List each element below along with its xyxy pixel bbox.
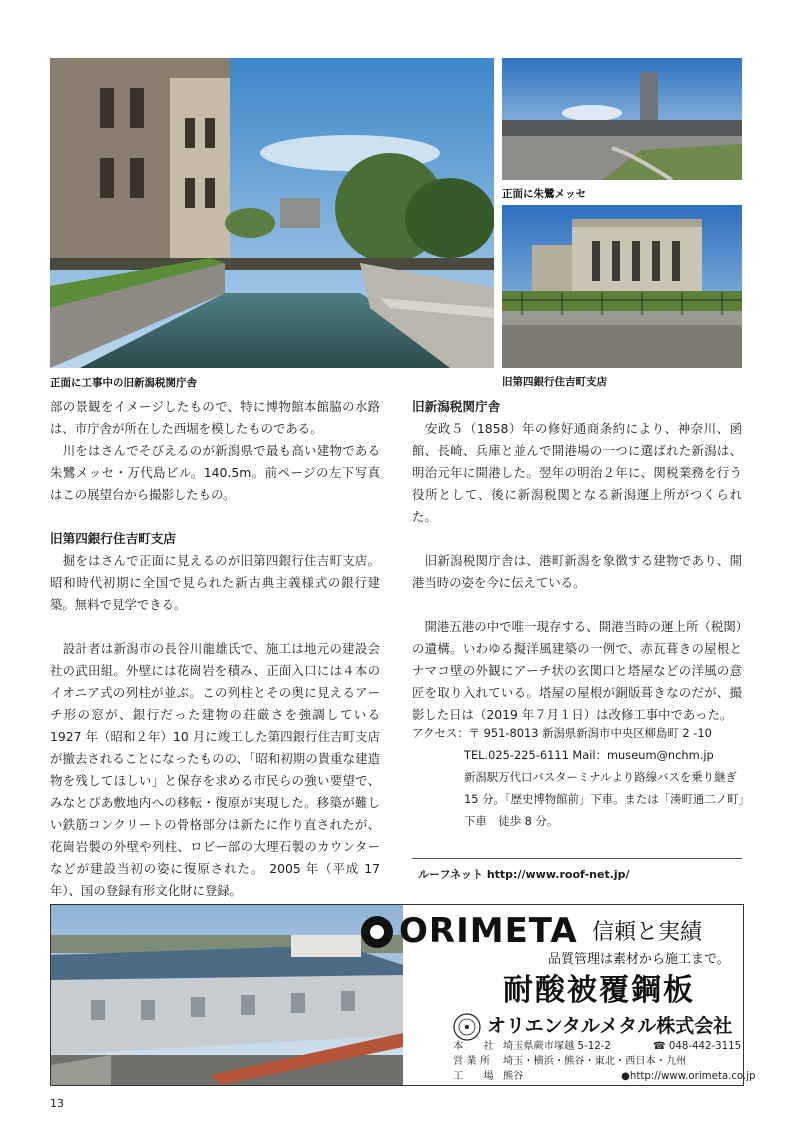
bottom-right-photo-caption: 旧第四銀行住吉町支店 xyxy=(502,376,607,388)
company-seal-icon xyxy=(453,1013,481,1041)
access-directions-1: 新潟駅万代口バスターミナルより路線バスを乗り継ぎ xyxy=(464,770,737,784)
bottom-right-photo-illustration xyxy=(502,205,742,368)
ad-row-sales xyxy=(453,1054,739,1069)
right-column xyxy=(412,396,742,726)
bank-section-title: 旧第四銀行住吉町支店 xyxy=(50,531,176,546)
ad-row-value: 熊谷 xyxy=(503,1071,524,1082)
ad-info-table xyxy=(453,1039,756,1084)
left-intro-paragraph-1: 部の景観をイメージしたもので、特に博物館本館脇の水路は、市庁舎が所在した西堀を模したものである。 xyxy=(50,399,380,436)
customs-paragraph-1: 安政５（1858）年の修好通商条約により、神奈川、函館、長崎、兵庫と並んで開港場の一つに選ばれた新潟は、明治元年に開港した。翌年の明治２年に、関税業務を行う役所として、後に新潟税関となる新潟運上所がつくられた。 xyxy=(412,421,742,524)
orimeta-advertisement xyxy=(50,904,756,1086)
customs-section-title: 旧新潟税関庁舎 xyxy=(412,399,501,414)
factory-photo xyxy=(51,905,403,1085)
top-right-photo xyxy=(502,58,742,180)
ad-row-factory xyxy=(453,1069,756,1084)
access-directions-3: 下車 徒歩 8 分。 xyxy=(464,814,559,828)
access-info xyxy=(412,722,750,832)
main-photo xyxy=(50,58,494,368)
bank-paragraph-2: 設計者は新潟市の長谷川龍雄氏で、施工は地元の建設会社の武田組。外壁には花崗岩を積み、正面入口には４本のイオニア式の列柱が並ぶ。この列柱とその奥に見えるアーチ形の窓が、銀行だった建物の荘厳さを強調している 1927 年（昭和２年）10 月に竣工した第四銀行住吉町支店が撤去されることになったものの、「昭和初期の貴重な建造物を残してほしい」と保存を求める市民らの強い要望で、みなとぴあ敷地内への移転・復原が実現した。移築が難しい鉄筋コンクリートの骨格部分は新たに作り直されたが、花崗岩製の外壁や列柱、ロビー部の大理石製のカウンターなどが建設当初の姿に復原された。 2005 年（平成 17 年）、国の登録有形文化財に登録。 xyxy=(50,641,380,898)
customs-paragraph-2: 旧新潟税関庁舎は、港町新潟を象徴する建物であり、開港当時の姿を今に伝えている。 xyxy=(412,553,742,590)
bottom-right-photo xyxy=(502,205,742,368)
ad-row-phone: ☎ 048-442-3115 xyxy=(653,1041,742,1052)
access-directions-2: 15 分。「歴史博物館前」下車。または「湊町通二ノ町」 xyxy=(464,792,750,806)
access-label: アクセス： xyxy=(412,726,469,740)
left-intro-paragraph-2: 川をはさんでそびえるのが新潟県で最も高い建物である朱鷺メッセ・万代島ビル。140.5m。前ページの左下写真はこの展望台から撮影したもの。 xyxy=(50,443,380,502)
roofnet-link[interactable]: ルーフネット http://www.roof-net.jp/ xyxy=(418,868,630,881)
divider-line xyxy=(412,858,742,859)
ad-row-headoffice xyxy=(453,1039,742,1054)
customs-paragraph-3: 開港五港の中で唯一現存する、開港当時の運上所（税関）の遺構。いわゆる擬洋風建築の一例で、赤瓦葺きの屋根とナマコ壁の外観にアーチ状の玄関口と塔屋などの洋風の意匠を取り入れている。塔屋の屋根が銅版葺きなのだが、撮影した日は（2019 年７月１日）は改修工事中であった。 xyxy=(412,619,742,722)
access-contact: TEL.025-225-6111 Mail：museum@nchm.jp xyxy=(464,748,714,762)
top-right-photo-caption: 正面に朱鷺メッセ xyxy=(502,188,586,200)
ad-tagline: 品質管理は素材から施工まで。 xyxy=(548,952,730,967)
access-address: 〒 951-8013 新潟県新潟市中央区柳島町 2 -10 xyxy=(468,726,712,740)
left-column xyxy=(50,396,380,902)
top-right-photo-illustration xyxy=(502,58,742,180)
page-number: 13 xyxy=(50,1097,64,1110)
ad-website-link[interactable]: ●http://www.orimeta.co.jp xyxy=(621,1071,756,1082)
orimeta-logo-text: ORIMETA xyxy=(399,911,578,951)
main-photo-illustration xyxy=(50,58,494,368)
ad-company-name: オリエンタルメタル株式会社 xyxy=(487,1015,733,1037)
ad-row-label: 営 業 所 xyxy=(453,1056,491,1067)
ad-product: 耐酸被覆鋼板 xyxy=(503,973,695,1008)
factory-photo-illustration xyxy=(51,905,403,1085)
ad-row-value: 埼玉・横浜・熊谷・東北・西日本・九州 xyxy=(503,1056,687,1067)
ad-row-label: 本 社 xyxy=(453,1041,494,1052)
ad-row-value: 埼玉県蕨市塚越 5-12-2 xyxy=(503,1041,611,1052)
ad-slogan: 信頼と実績 xyxy=(592,920,703,945)
ad-row-label: 工 場 xyxy=(453,1071,494,1082)
main-photo-caption: 正面に工事中の旧新潟税関庁舎 xyxy=(50,377,197,389)
bank-paragraph-1: 掘をはさんで正面に見えるのが旧第四銀行住吉町支店。昭和時代初期に全国で見られた新古典主義様式の銀行建築。無料で見学できる。 xyxy=(50,553,380,612)
